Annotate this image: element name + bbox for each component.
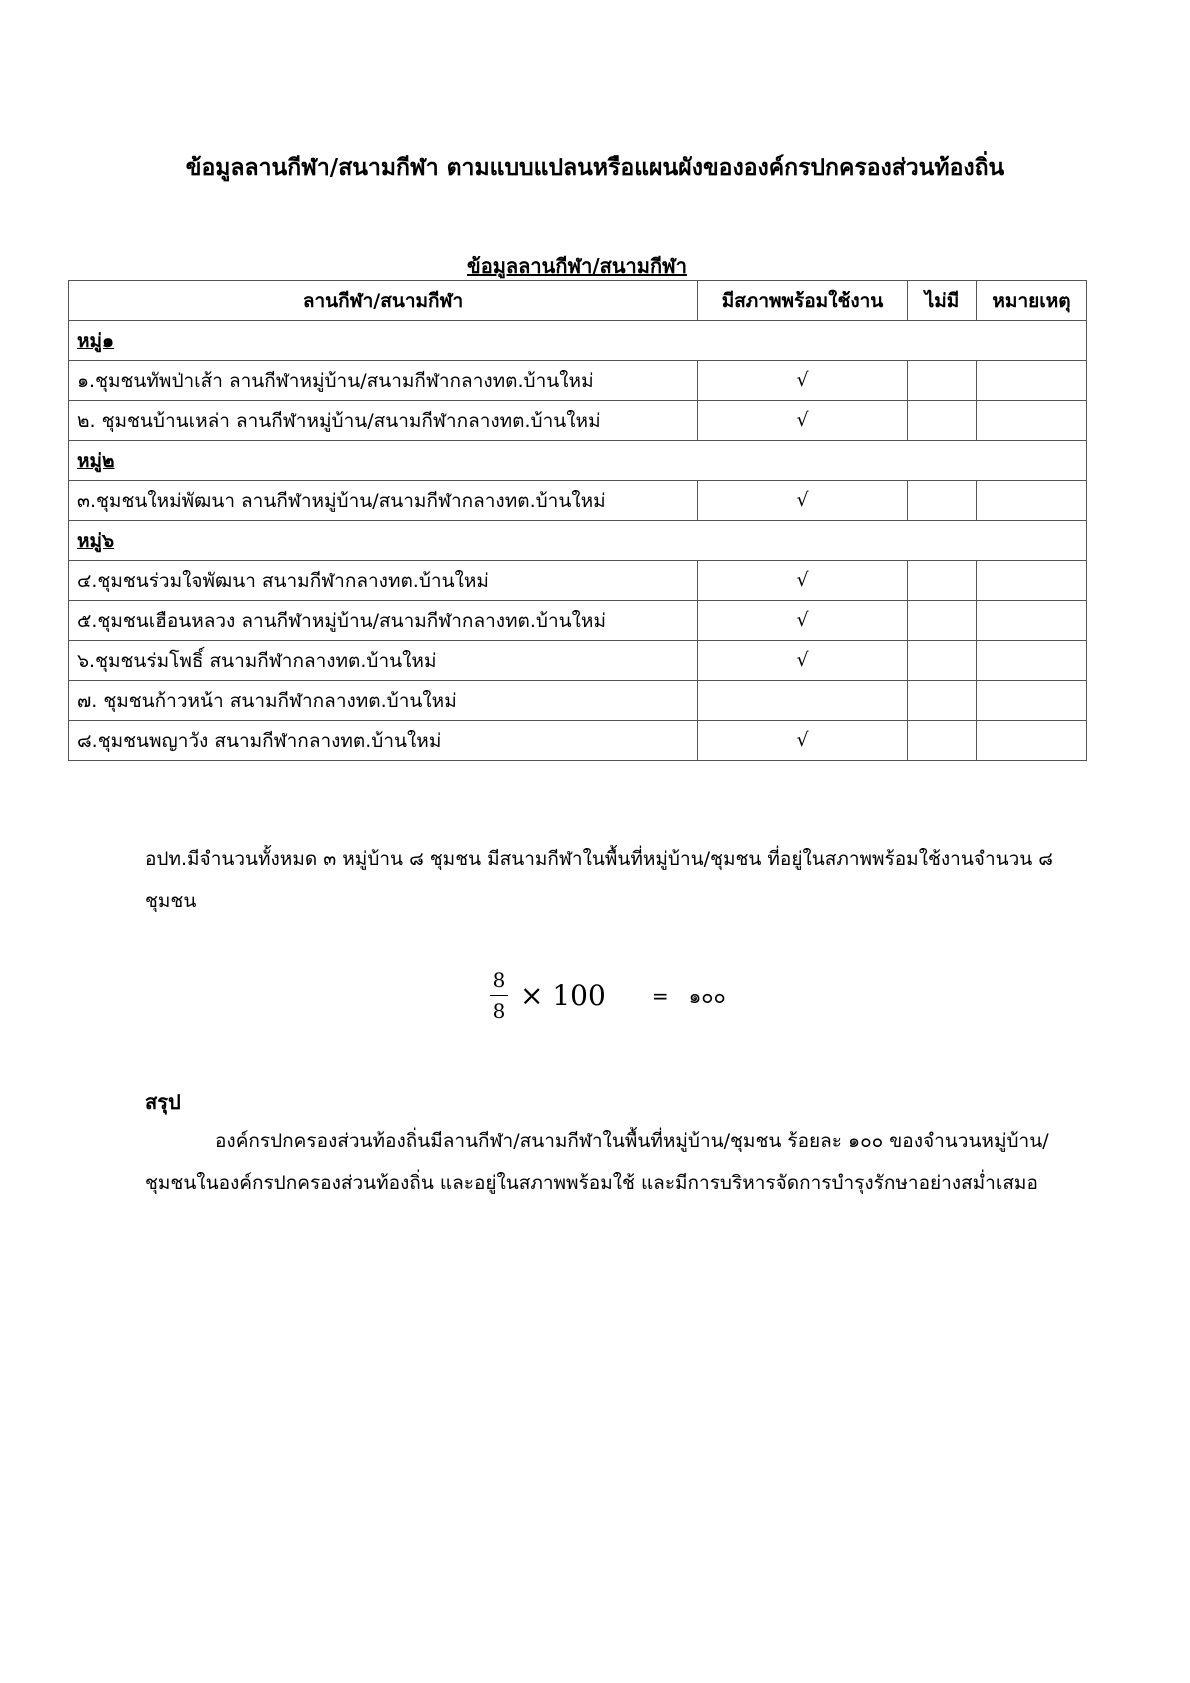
- fraction-bar: [490, 995, 508, 996]
- cell-none: [908, 481, 977, 521]
- percentage-formula: [490, 968, 726, 1023]
- summary-heading: สรุป: [145, 1090, 181, 1114]
- cell-note: [977, 481, 1087, 521]
- cell-name: ๔.ชุมชนร่วมใจพัฒนา สนามกีฬากลางทต.บ้านใหม่: [69, 561, 698, 601]
- cell-none: [908, 401, 977, 441]
- cell-none: [908, 681, 977, 721]
- cell-note: [977, 721, 1087, 761]
- summary-body: [145, 1120, 1075, 1204]
- header-note: หมายเหตุ: [977, 281, 1087, 321]
- table-row: [69, 361, 1087, 401]
- cell-note: [977, 641, 1087, 681]
- cell-ready: √: [698, 641, 908, 681]
- table-row: [69, 681, 1087, 721]
- cell-name: ๒. ชุมชนบ้านเหล่า ลานกีฬาหมู่บ้าน/สนามกีฬากลางทต.บ้านใหม่: [69, 401, 698, 441]
- cell-none: [908, 641, 977, 681]
- table-caption: ข้อมูลลานกีฬา/สนามกีฬา: [467, 254, 687, 278]
- table-header-row: [69, 281, 1087, 321]
- cell-none: [908, 601, 977, 641]
- group-label: หมู่๖: [69, 521, 1087, 561]
- header-ready: มีสภาพพร้อมใช้งาน: [698, 281, 908, 321]
- fraction: [490, 968, 508, 1023]
- header-none: ไม่มี: [908, 281, 977, 321]
- cell-note: [977, 681, 1087, 721]
- table-row: [69, 561, 1087, 601]
- cell-none: [908, 361, 977, 401]
- formula-result: ๑๐๐: [688, 983, 726, 1008]
- fraction-denominator: 8: [492, 999, 506, 1023]
- cell-note: [977, 401, 1087, 441]
- group-row: [69, 441, 1087, 481]
- cell-none: [908, 721, 977, 761]
- cell-note: [977, 361, 1087, 401]
- cell-ready: √: [698, 601, 908, 641]
- table-row: [69, 601, 1087, 641]
- table-row: [69, 641, 1087, 681]
- table-row: [69, 481, 1087, 521]
- summary-paragraph: อปท.มีจำนวนทั้งหมด ๓ หมู่บ้าน ๘ ชุมชน มีสนามกีฬาในพื้นที่หมู่บ้าน/ชุมชน ที่อยู่ในสภาพพร้อมใช้งานจำนวน ๘ ชุมชน: [145, 848, 1053, 912]
- formula-times: × 100: [520, 979, 606, 1012]
- sports-field-table: [68, 280, 1087, 761]
- cell-ready: √: [698, 361, 908, 401]
- fraction-numerator: 8: [492, 968, 506, 992]
- group-row: [69, 321, 1087, 361]
- page-title: ข้อมูลลานกีฬา/สนามกีฬา ตามแบบแปลนหรือแผนผังขององค์กรปกครองส่วนท้องถิ่น: [185, 155, 1005, 181]
- cell-name: ๗. ชุมชนก้าวหน้า สนามกีฬากลางทต.บ้านใหม่: [69, 681, 698, 721]
- cell-none: [908, 561, 977, 601]
- table-row: [69, 401, 1087, 441]
- cell-note: [977, 601, 1087, 641]
- summary-text: องค์กรปกครองส่วนท้องถิ่นมีลานกีฬา/สนามกีฬาในพื้นที่หมู่บ้าน/ชุมชน ร้อยละ ๑๐๐ ของจำนวนหมู่บ้าน/ชุมชนในองค์กรปกครองส่วนท้องถิ่น และอยู่ในสภาพพร้อมใช้ และมีการบริหารจัดการบำรุงรักษาอย่างสม่ำเสมอ: [145, 1130, 1049, 1194]
- cell-name: ๘.ชุมชนพญาวัง สนามกีฬากลางทต.บ้านใหม่: [69, 721, 698, 761]
- cell-ready: √: [698, 401, 908, 441]
- header-name: ลานกีฬา/สนามกีฬา: [69, 281, 698, 321]
- cell-name: ๕.ชุมชนเฮือนหลวง ลานกีฬาหมู่บ้าน/สนามกีฬากลางทต.บ้านใหม่: [69, 601, 698, 641]
- table-body: [69, 321, 1087, 761]
- formula-equals: =: [651, 983, 669, 1008]
- cell-ready: [698, 681, 908, 721]
- cell-ready: √: [698, 561, 908, 601]
- group-row: [69, 521, 1087, 561]
- cell-note: [977, 561, 1087, 601]
- cell-name: ๑.ชุมชนทัพป่าเส้า ลานกีฬาหมู่บ้าน/สนามกีฬากลางทต.บ้านใหม่: [69, 361, 698, 401]
- cell-name: ๖.ชุมชนร่มโพธิ์ สนามกีฬากลางทต.บ้านใหม่: [69, 641, 698, 681]
- group-label: หมู่๒: [69, 441, 1087, 481]
- cell-ready: √: [698, 721, 908, 761]
- group-label: หมู่๑: [69, 321, 1087, 361]
- cell-ready: √: [698, 481, 908, 521]
- table-row: [69, 721, 1087, 761]
- cell-name: ๓.ชุมชนใหม่พัฒนา ลานกีฬาหมู่บ้าน/สนามกีฬากลางทต.บ้านใหม่: [69, 481, 698, 521]
